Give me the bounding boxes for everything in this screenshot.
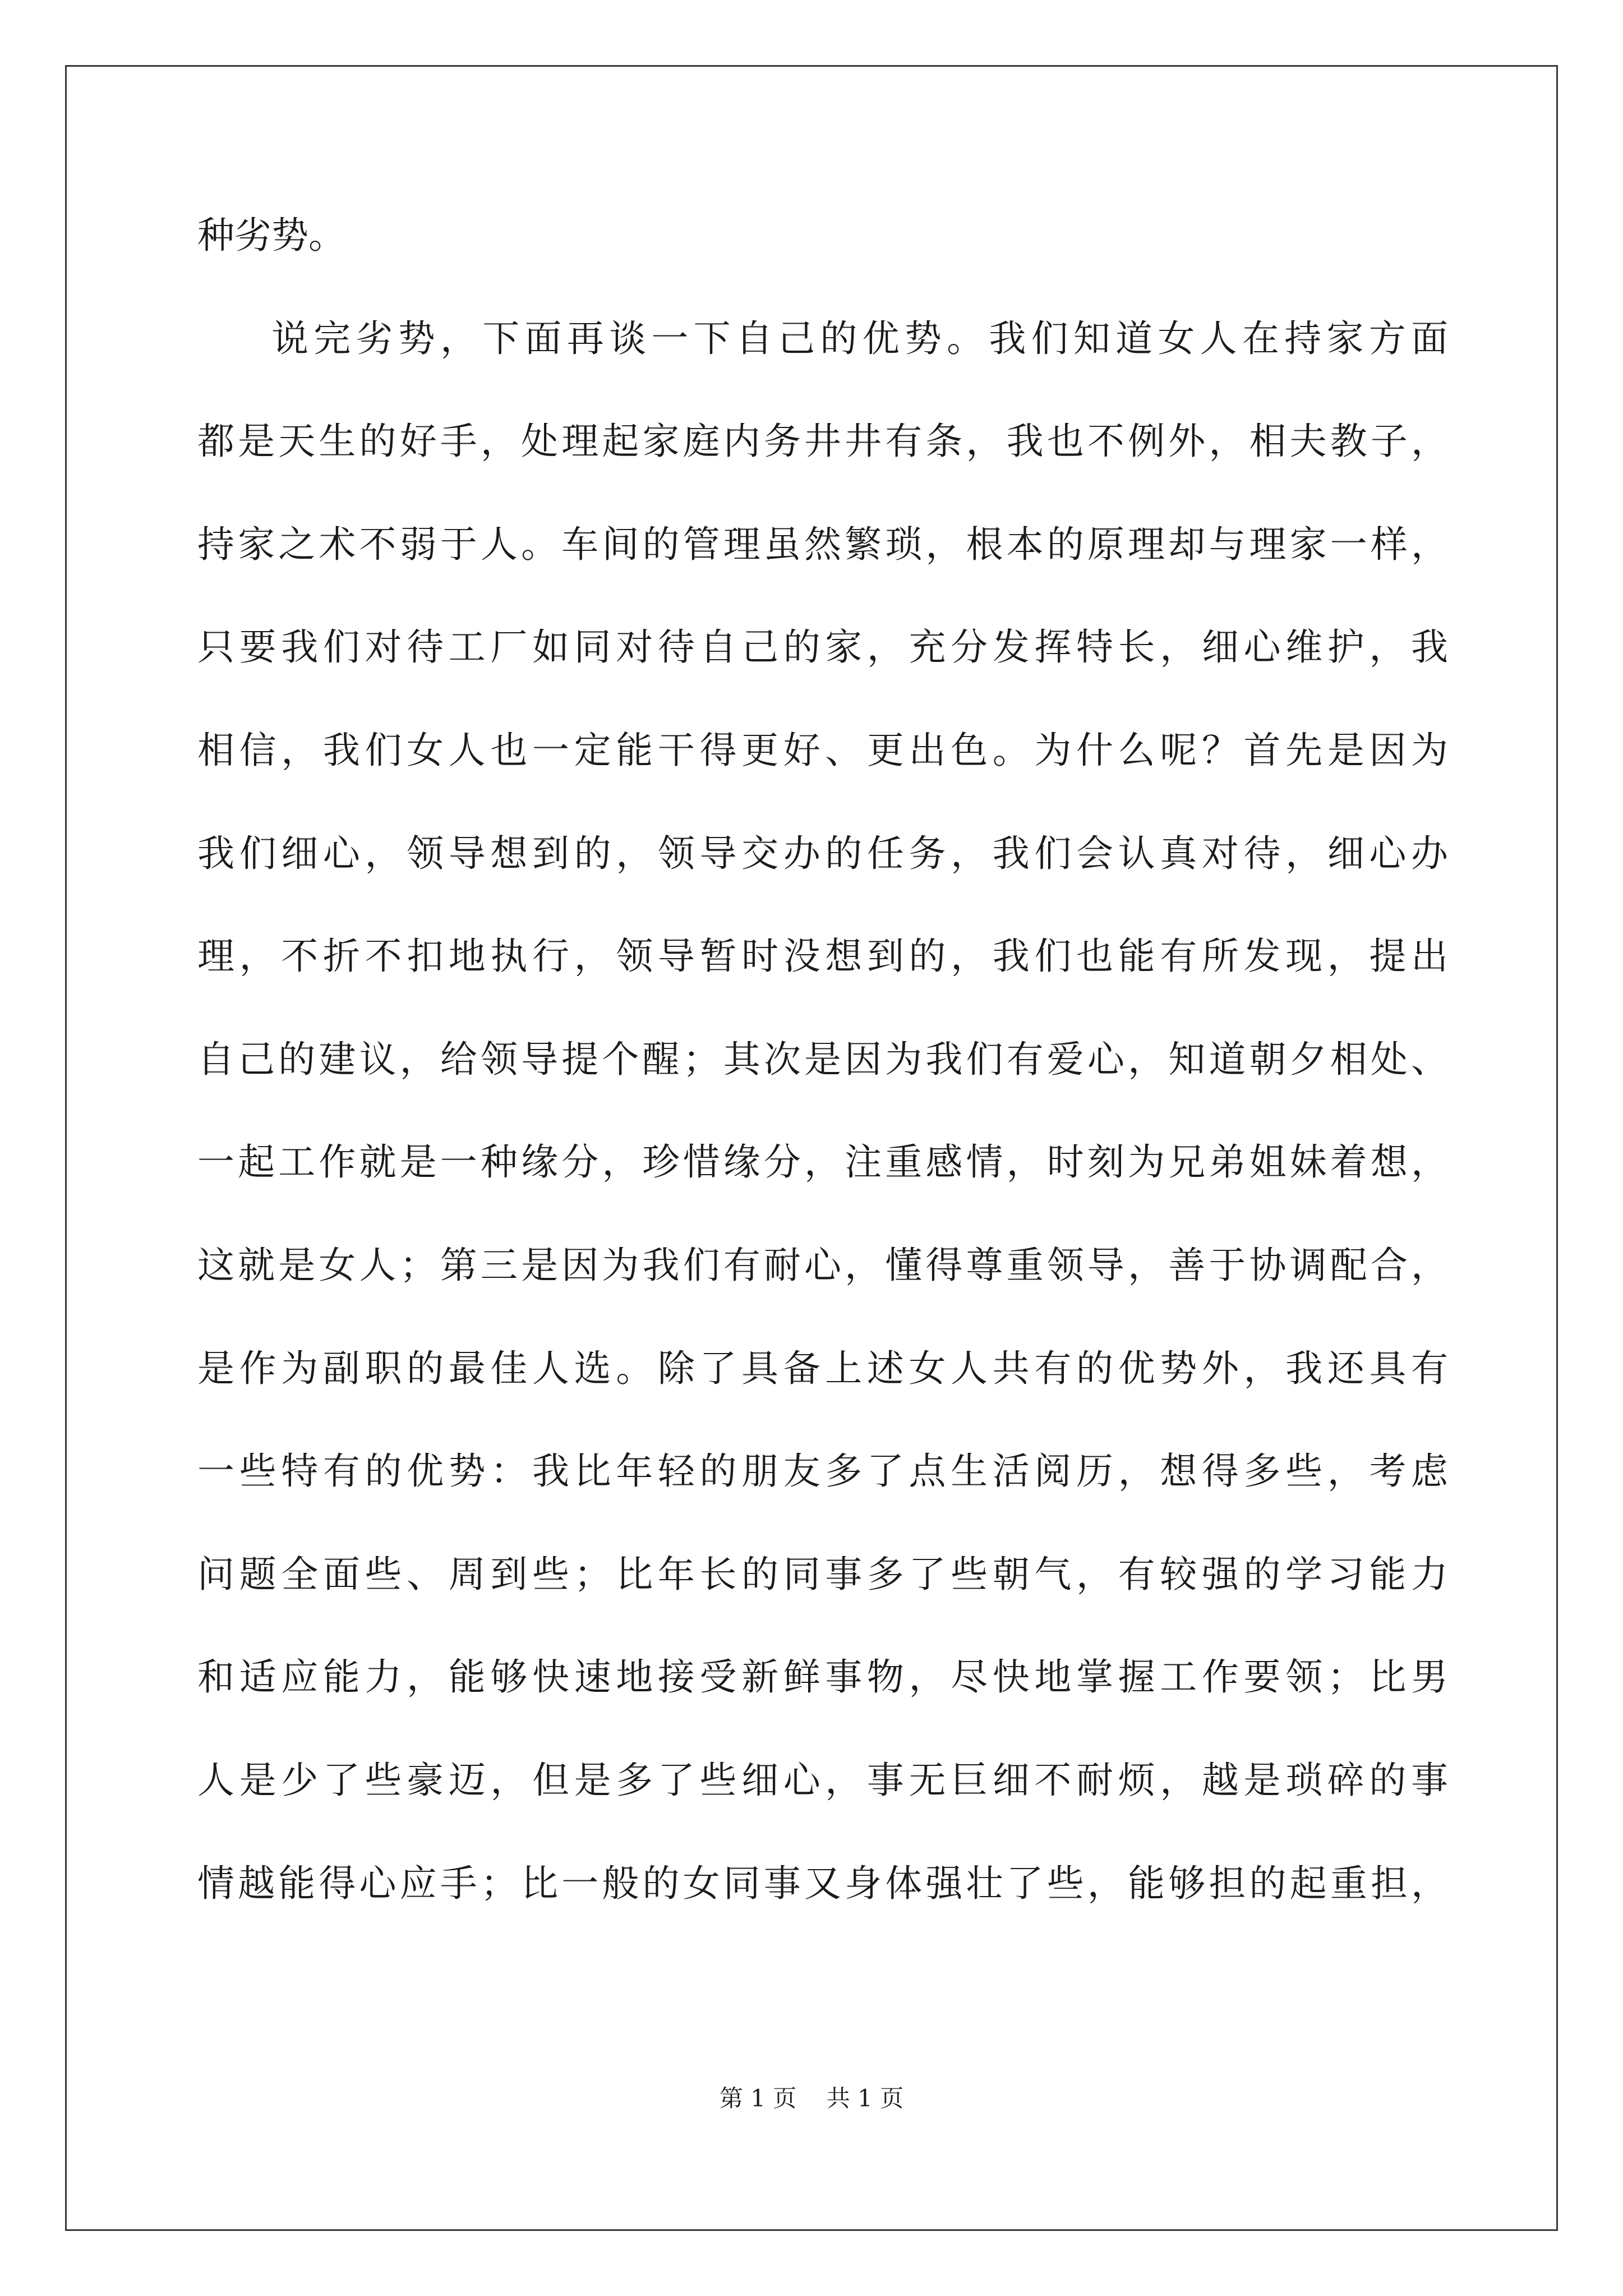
body-line: 一些特有的优势：我比年轻的朋友多了点生活阅历，想得多些，考虑 bbox=[197, 1450, 1448, 1493]
body-line: 人是少了些豪迈，但是多了些细心，事无巨细不耐烦，越是琐碎的事 bbox=[197, 1758, 1448, 1802]
body-line: 种劣势。 bbox=[197, 214, 345, 257]
body-line: 这就是女人；第三是因为我们有耐心，懂得尊重领导，善于协调配合， bbox=[197, 1243, 1448, 1287]
body-line: 说完劣势，下面再谈一下自己的优势。我们知道女人在持家方面 bbox=[271, 316, 1448, 360]
body-line: 一起工作就是一种缘分，珍惜缘分，注重感情，时刻为兄弟姐妹着想， bbox=[197, 1140, 1448, 1184]
page-footer: 第 1 页 共 1 页 bbox=[719, 2085, 904, 2112]
body-line: 问题全面些、周到些；比年长的同事多了些朝气，有较强的学习能力 bbox=[197, 1552, 1448, 1596]
body-line: 自己的建议，给领导提个醒；其次是因为我们有爱心，知道朝夕相处、 bbox=[197, 1037, 1448, 1081]
body-line: 情越能得心应手；比一般的女同事又身体强壮了些，能够担的起重担， bbox=[197, 1861, 1448, 1905]
body-line: 是作为副职的最佳人选。除了具备上述女人共有的优势外，我还具有 bbox=[197, 1346, 1448, 1390]
body-line: 相信，我们女人也一定能干得更好、更出色。为什么呢？首先是因为 bbox=[197, 728, 1448, 772]
body-line: 都是天生的好手，处理起家庭内务井井有条，我也不例外，相夫教子， bbox=[197, 420, 1448, 463]
body-line: 持家之术不弱于人。车间的管理虽然繁琐，根本的原理却与理家一样， bbox=[197, 522, 1448, 566]
body-line: 我们细心，领导想到的，领导交办的任务，我们会认真对待，细心办 bbox=[197, 831, 1448, 875]
body-line: 和适应能力，能够快速地接受新鲜事物，尽快地掌握工作要领；比男 bbox=[197, 1655, 1448, 1699]
body-line: 只要我们对待工厂如同对待自己的家，充分发挥特长，细心维护，我 bbox=[197, 625, 1448, 669]
body-line: 理，不折不扣地执行，领导暂时没想到的，我们也能有所发现，提出 bbox=[197, 935, 1448, 978]
document-body bbox=[197, 184, 1448, 1935]
